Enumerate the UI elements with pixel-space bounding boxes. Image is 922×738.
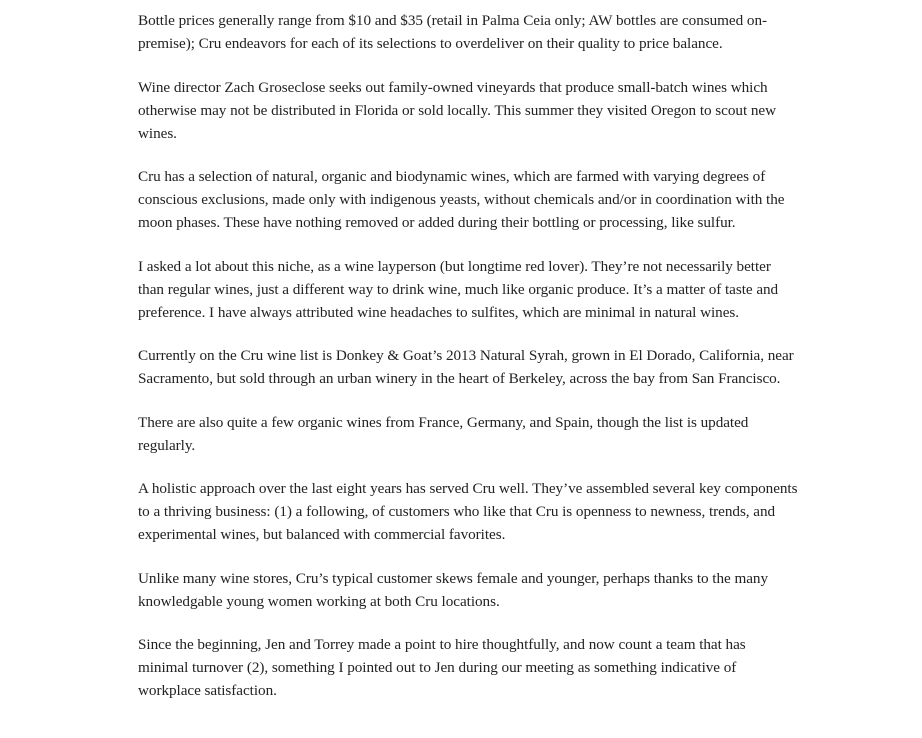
- article-paragraph: I asked a lot about this niche, as a wine layperson (but longtime red lover). They’re not necessarily better than regular wines, just a different way to drink wine, much like organic produce. It’s a matter of taste and preference. I have always attributed wine headaches to sulfites, which are minimal in natural wines.: [138, 257, 779, 321]
- article-paragraph: Bottle prices generally range from $10 and $35 (retail in Palma Ceia only; AW bottles are consumed on-premise); Cru endeavors for each of its selections to overdeliver on their quality to price balance.: [138, 12, 767, 52]
- article-paragraph: Since the beginning, Jen and Torrey made a point to hire thoughtfully, and now count a team that has minimal turnover (2), something I pointed out to Jen during our meeting as something indicative of workplace satisfaction.: [138, 636, 746, 699]
- article-paragraph: Currently on the Cru wine list is Donkey & Goat’s 2013 Natural Syrah, grown in El Dorado, California, near Sacramento, but sold through an urban winery in the heart of Berkeley, across the bay from San Francisco.: [138, 347, 794, 387]
- article-paragraph: Cru has a selection of natural, organic and biodynamic wines, which are farmed with varying degrees of conscious exclusions, made only with indigenous yeasts, without chemicals and/or in coordination with the moon phases. These have nothing removed or added during their bottling or processing, like sulfur.: [138, 168, 785, 231]
- article-paragraph: Unlike many wine stores, Cru’s typical customer skews female and younger, perhaps thanks to the many knowledgable young women working at both Cru locations.: [138, 569, 769, 610]
- article-paragraph: There are also quite a few organic wines from France, Germany, and Spain, though the list is updated regularly.: [138, 413, 749, 454]
- article-paragraph: Wine director Zach Groseclose seeks out family-owned vineyards that produce small-batch wines which otherwise may not be distributed in Florida or sold locally. This summer they visited Oregon to scout new wines.: [138, 78, 777, 142]
- article-body: [138, 9, 798, 702]
- article-paragraph: A holistic approach over the last eight years has served Cru well. They’ve assembled several key components to a thriving business: (1) a following, of customers who like that Cru is openness to newness, trends, and experimental wines, but balanced with commercial favorites.: [138, 480, 798, 543]
